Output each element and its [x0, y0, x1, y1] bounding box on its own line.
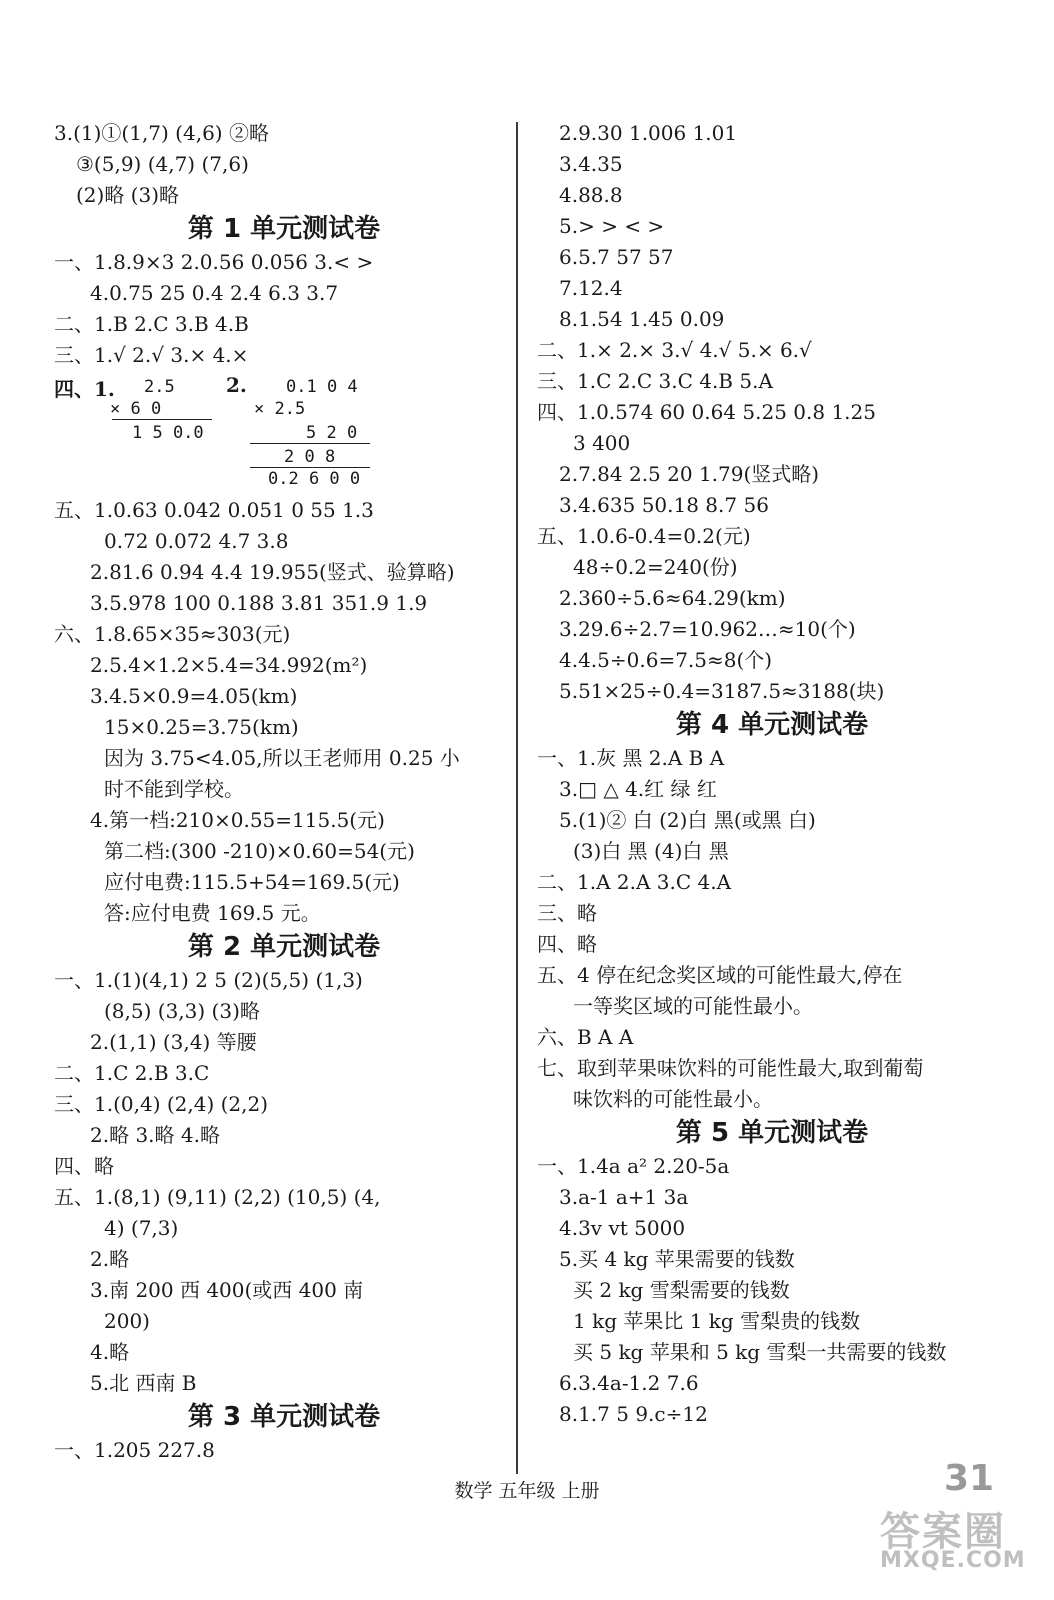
answer-line: 1 kg 苹果比 1 kg 雪梨贵的钱数 [573, 1309, 861, 1333]
answer-line: 一、1.205 227.8 [54, 1438, 215, 1462]
section-heading: 第 5 单元测试卷 [675, 1118, 869, 1148]
answer-line: 2.5.4×1.2×5.4=34.992(m²) [90, 653, 368, 677]
answer-line: (8,5) (3,3) (3)略 [104, 999, 260, 1023]
answer-line: 买 2 kg 雪梨需要的钱数 [573, 1278, 790, 1302]
answer-line: 6.5.7 57 57 [559, 245, 674, 269]
answer-line: 5.(1)② 白 (2)白 黑(或黑 白) [559, 808, 816, 832]
answer-line: 4.0.75 25 0.4 2.4 6.3 3.7 [90, 281, 339, 305]
answer-line: 2.81.6 0.94 4.4 19.955(竖式、验算略) [90, 560, 455, 584]
answer-line: 4.88.8 [559, 183, 623, 207]
answer-line: 五、1.0.63 0.042 0.051 0 55 1.3 [54, 498, 374, 522]
answer-line: 二、1.A 2.A 3.C 4.A [537, 870, 732, 894]
answer-line: 2.9.30 1.006 1.01 [559, 121, 738, 145]
answer-line: 四、略 [537, 932, 597, 956]
calc-rule [250, 443, 370, 444]
answer-line: 4.3v vt 5000 [559, 1216, 686, 1240]
answer-line: 200) [104, 1309, 150, 1333]
answer-line: 2.略 3.略 4.略 [90, 1123, 220, 1147]
answer-line: 四、1.0.574 60 0.64 5.25 0.8 1.25 [537, 400, 876, 424]
calc-b3: 5 2 0 [306, 423, 358, 443]
answer-line: 六、B A A [537, 1025, 634, 1049]
answer-line: (3)白 黑 (4)白 黑 [573, 839, 729, 863]
answer-line: 3.(1)①(1,7) (4,6) ②略 [54, 121, 269, 145]
calc-label1: 四、1. [54, 377, 115, 401]
answer-line: 5.> > < > [559, 214, 665, 238]
answer-line: 3.a-1 a+1 3a [559, 1185, 689, 1209]
calc-label2: 2. [226, 373, 247, 397]
answer-line: 48÷0.2=240(份) [573, 555, 738, 579]
answer-line: 2.360÷5.6≈64.29(km) [559, 586, 786, 610]
left-column [54, 118, 514, 1466]
answer-line: 二、1.B 2.C 3.B 4.B [54, 312, 249, 336]
answer-line: 8.1.54 1.45 0.09 [559, 307, 725, 331]
answer-line: 3 400 [573, 431, 631, 455]
answer-line: 二、1.× 2.× 3.√ 4.√ 5.× 6.√ [537, 338, 812, 362]
answer-line: 3.南 200 西 400(或西 400 南 [90, 1278, 364, 1302]
section-heading: 第 1 单元测试卷 [187, 214, 381, 244]
answer-line: 5.51×25÷0.4=3187.5≈3188(块) [559, 679, 885, 703]
calc-a1: 2.5 [144, 377, 175, 397]
answer-line: 2.7.84 2.5 20 1.79(竖式略) [559, 462, 820, 486]
answer-line: (2)略 (3)略 [76, 183, 180, 207]
answer-line: 15×0.25=3.75(km) [104, 715, 299, 739]
vertical-calculation [54, 371, 514, 495]
answer-line: 3.5.978 100 0.188 3.81 351.9 1.9 [90, 591, 428, 615]
answer-line: 5.北 西南 B [90, 1371, 197, 1395]
section-heading: 第 2 单元测试卷 [187, 932, 381, 962]
answer-line: 0.72 0.072 4.7 3.8 [104, 529, 289, 553]
calc-b2: × 2.5 [254, 399, 306, 419]
answer-line: 三、1.(0,4) (2,4) (2,2) [54, 1092, 269, 1116]
answer-line: 因为 3.75<4.05,所以王老师用 0.25 小 [104, 746, 460, 770]
right-column [537, 118, 1007, 1430]
answer-line: 4.第一档:210×0.55=115.5(元) [90, 808, 385, 832]
answer-line: 五、1.(8,1) (9,11) (2,2) (10,5) (4, [54, 1185, 381, 1209]
section-heading: 第 3 单元测试卷 [187, 1402, 381, 1432]
answer-line: 2.略 [90, 1247, 130, 1271]
page-footer: 数学 五年级 上册 [454, 1480, 600, 1502]
answer-line: 3.4.35 [559, 152, 623, 176]
answer-line: 5.买 4 kg 苹果需要的钱数 [559, 1247, 795, 1271]
calc-rule [112, 419, 212, 420]
answer-line: 3.4.635 50.18 8.7 56 [559, 493, 769, 517]
calc-b1: 0.1 0 4 [286, 377, 358, 397]
answer-line: 三、略 [537, 901, 597, 925]
answer-line: 2.(1,1) (3,4) 等腰 [90, 1030, 257, 1054]
answer-line: 6.3.4a-1.2 7.6 [559, 1371, 699, 1395]
answer-line: 第二档:(300 -210)×0.60=54(元) [104, 839, 415, 863]
answer-line: 买 5 kg 苹果和 5 kg 雪梨一共需要的钱数 [573, 1340, 947, 1364]
answer-line: 三、1.C 2.C 3.C 4.B 5.A [537, 369, 773, 393]
answer-line: 味饮料的可能性最小。 [573, 1087, 773, 1111]
answer-line: 五、1.0.6-0.4=0.2(元) [537, 524, 751, 548]
answer-line: 3.□ △ 4.红 绿 红 [559, 777, 717, 801]
answer-line: 一等奖区域的可能性最小。 [573, 994, 813, 1018]
calc-b4: 2 0 8 [284, 447, 336, 467]
answer-line: 一、1.灰 黑 2.A B A [537, 746, 725, 770]
answer-line: ③(5,9) (4,7) (7,6) [76, 152, 249, 176]
answer-line: 4.略 [90, 1340, 130, 1364]
answer-line: 五、4 停在纪念奖区域的可能性最大,停在 [537, 963, 903, 987]
answer-line: 一、1.8.9×3 2.0.56 0.056 3.< > [54, 250, 374, 274]
answer-line: 4) (7,3) [104, 1216, 179, 1240]
page-number: 31 [944, 1458, 995, 1499]
answer-line: 四、略 [54, 1154, 114, 1178]
answer-line: 一、1.4a a² 2.20-5a [537, 1154, 730, 1178]
calc-b5: 0.2 6 0 0 [268, 469, 361, 489]
column-divider [516, 122, 518, 1474]
answer-line: 六、1.8.65×35≈303(元) [54, 622, 291, 646]
answer-line: 7.12.4 [559, 276, 623, 300]
watermark-logo: 答案圈 [880, 1509, 1006, 1555]
answer-line: 8.1.7 5 9.c÷12 [559, 1402, 708, 1426]
calc-a2: × 6 0 [110, 399, 162, 419]
answer-line: 七、取到苹果味饮料的可能性最大,取到葡萄 [537, 1056, 924, 1080]
answer-line: 时不能到学校。 [104, 777, 244, 801]
calc-a3: 1 5 0.0 [132, 423, 204, 443]
answer-line: 一、1.(1)(4,1) 2 5 (2)(5,5) (1,3) [54, 968, 363, 992]
answer-line: 三、1.√ 2.√ 3.× 4.× [54, 343, 249, 367]
answer-line: 3.4.5×0.9=4.05(km) [90, 684, 298, 708]
answer-line: 3.29.6÷2.7=10.962…≈10(个) [559, 617, 856, 641]
watermark-url: MXQE.COM [880, 1548, 1026, 1573]
answer-line: 应付电费:115.5+54=169.5(元) [104, 870, 400, 894]
calc-rule [250, 467, 370, 468]
answer-line: 答:应付电费 169.5 元。 [104, 901, 321, 925]
answer-line: 4.4.5÷0.6=7.5≈8(个) [559, 648, 773, 672]
section-heading: 第 4 单元测试卷 [675, 710, 869, 740]
answer-line: 二、1.C 2.B 3.C [54, 1061, 210, 1085]
